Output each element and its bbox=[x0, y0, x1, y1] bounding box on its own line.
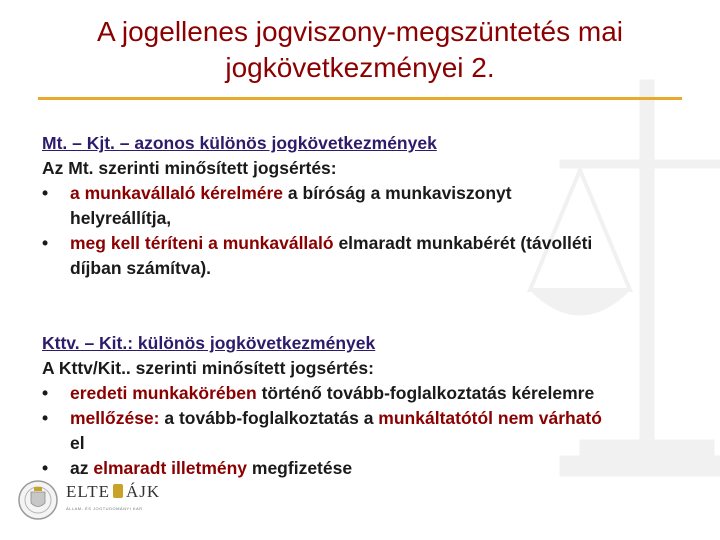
logo-ajk: ÁJK bbox=[125, 482, 161, 501]
bullet-text-part: az bbox=[70, 458, 94, 478]
slide-body bbox=[42, 131, 702, 481]
bullet-text-part: el bbox=[70, 433, 85, 453]
section2-heading: Kttv. – Kit.: különös jogkövetkezmények bbox=[42, 333, 376, 353]
bullet-dot: • bbox=[42, 183, 49, 203]
elte-ajk-logo bbox=[14, 476, 164, 526]
slide-title bbox=[20, 14, 700, 86]
bullet-dot: • bbox=[42, 383, 49, 403]
list-item bbox=[42, 181, 702, 231]
bullet-dot: • bbox=[42, 233, 49, 253]
bullet-text-part: elmaradt munkabérét bbox=[338, 233, 516, 253]
section2-subheading: A Kttv/Kit.. szerinti minősített jogsértés: bbox=[42, 358, 374, 378]
section1-subheading: Az Mt. szerinti minősített jogsértés: bbox=[42, 158, 337, 178]
bullet-text-part: (távolléti bbox=[515, 233, 593, 253]
logo-wordmark bbox=[66, 482, 160, 502]
title-line-1: A jogellenes jogviszony-megszüntetés mai bbox=[96, 16, 624, 47]
bullet-text-part: a tovább-foglalkoztatás a bbox=[164, 408, 379, 428]
section1-heading: Mt. – Kjt. – azonos különös jogkövetkezmények bbox=[42, 133, 437, 153]
bullet-text-part: mellőzése: bbox=[70, 408, 165, 428]
bullet-text-part: a munkavállaló kérelmére bbox=[70, 183, 288, 203]
bullet-text-part: megfizetése bbox=[247, 458, 353, 478]
list-item bbox=[42, 406, 702, 456]
bullet-text-part: a bíróság a munkaviszonyt bbox=[287, 183, 512, 203]
title-line-2: jogkövetkezményei 2. bbox=[225, 52, 495, 83]
bullet-text-part: elmaradt illetmény bbox=[93, 458, 248, 478]
logo-subtitle: ÁLLAM- ÉS JOGTUDOMÁNYI KAR bbox=[66, 506, 143, 511]
bullet-text-part: eredeti munkakörében bbox=[70, 383, 262, 403]
bullet-text-part: meg kell téríteni a munkavállaló bbox=[70, 233, 339, 253]
list-item bbox=[42, 231, 702, 281]
bullet-dot: • bbox=[42, 408, 49, 428]
bullet-text-part: helyreállítja, bbox=[70, 208, 172, 228]
bullet-text-part: munkáltatótól nem várható bbox=[378, 408, 602, 428]
logo-elte: ELTE bbox=[66, 482, 110, 501]
crest-icon bbox=[18, 478, 58, 522]
bullet-dot: • bbox=[42, 458, 49, 478]
bullet-text-part: történő tovább-foglalkoztatás kérelemre bbox=[261, 383, 595, 403]
shield-icon bbox=[113, 484, 123, 498]
bullet-text-part: díjban számítva). bbox=[70, 258, 212, 278]
list-item bbox=[42, 381, 702, 406]
title-divider bbox=[38, 97, 682, 100]
